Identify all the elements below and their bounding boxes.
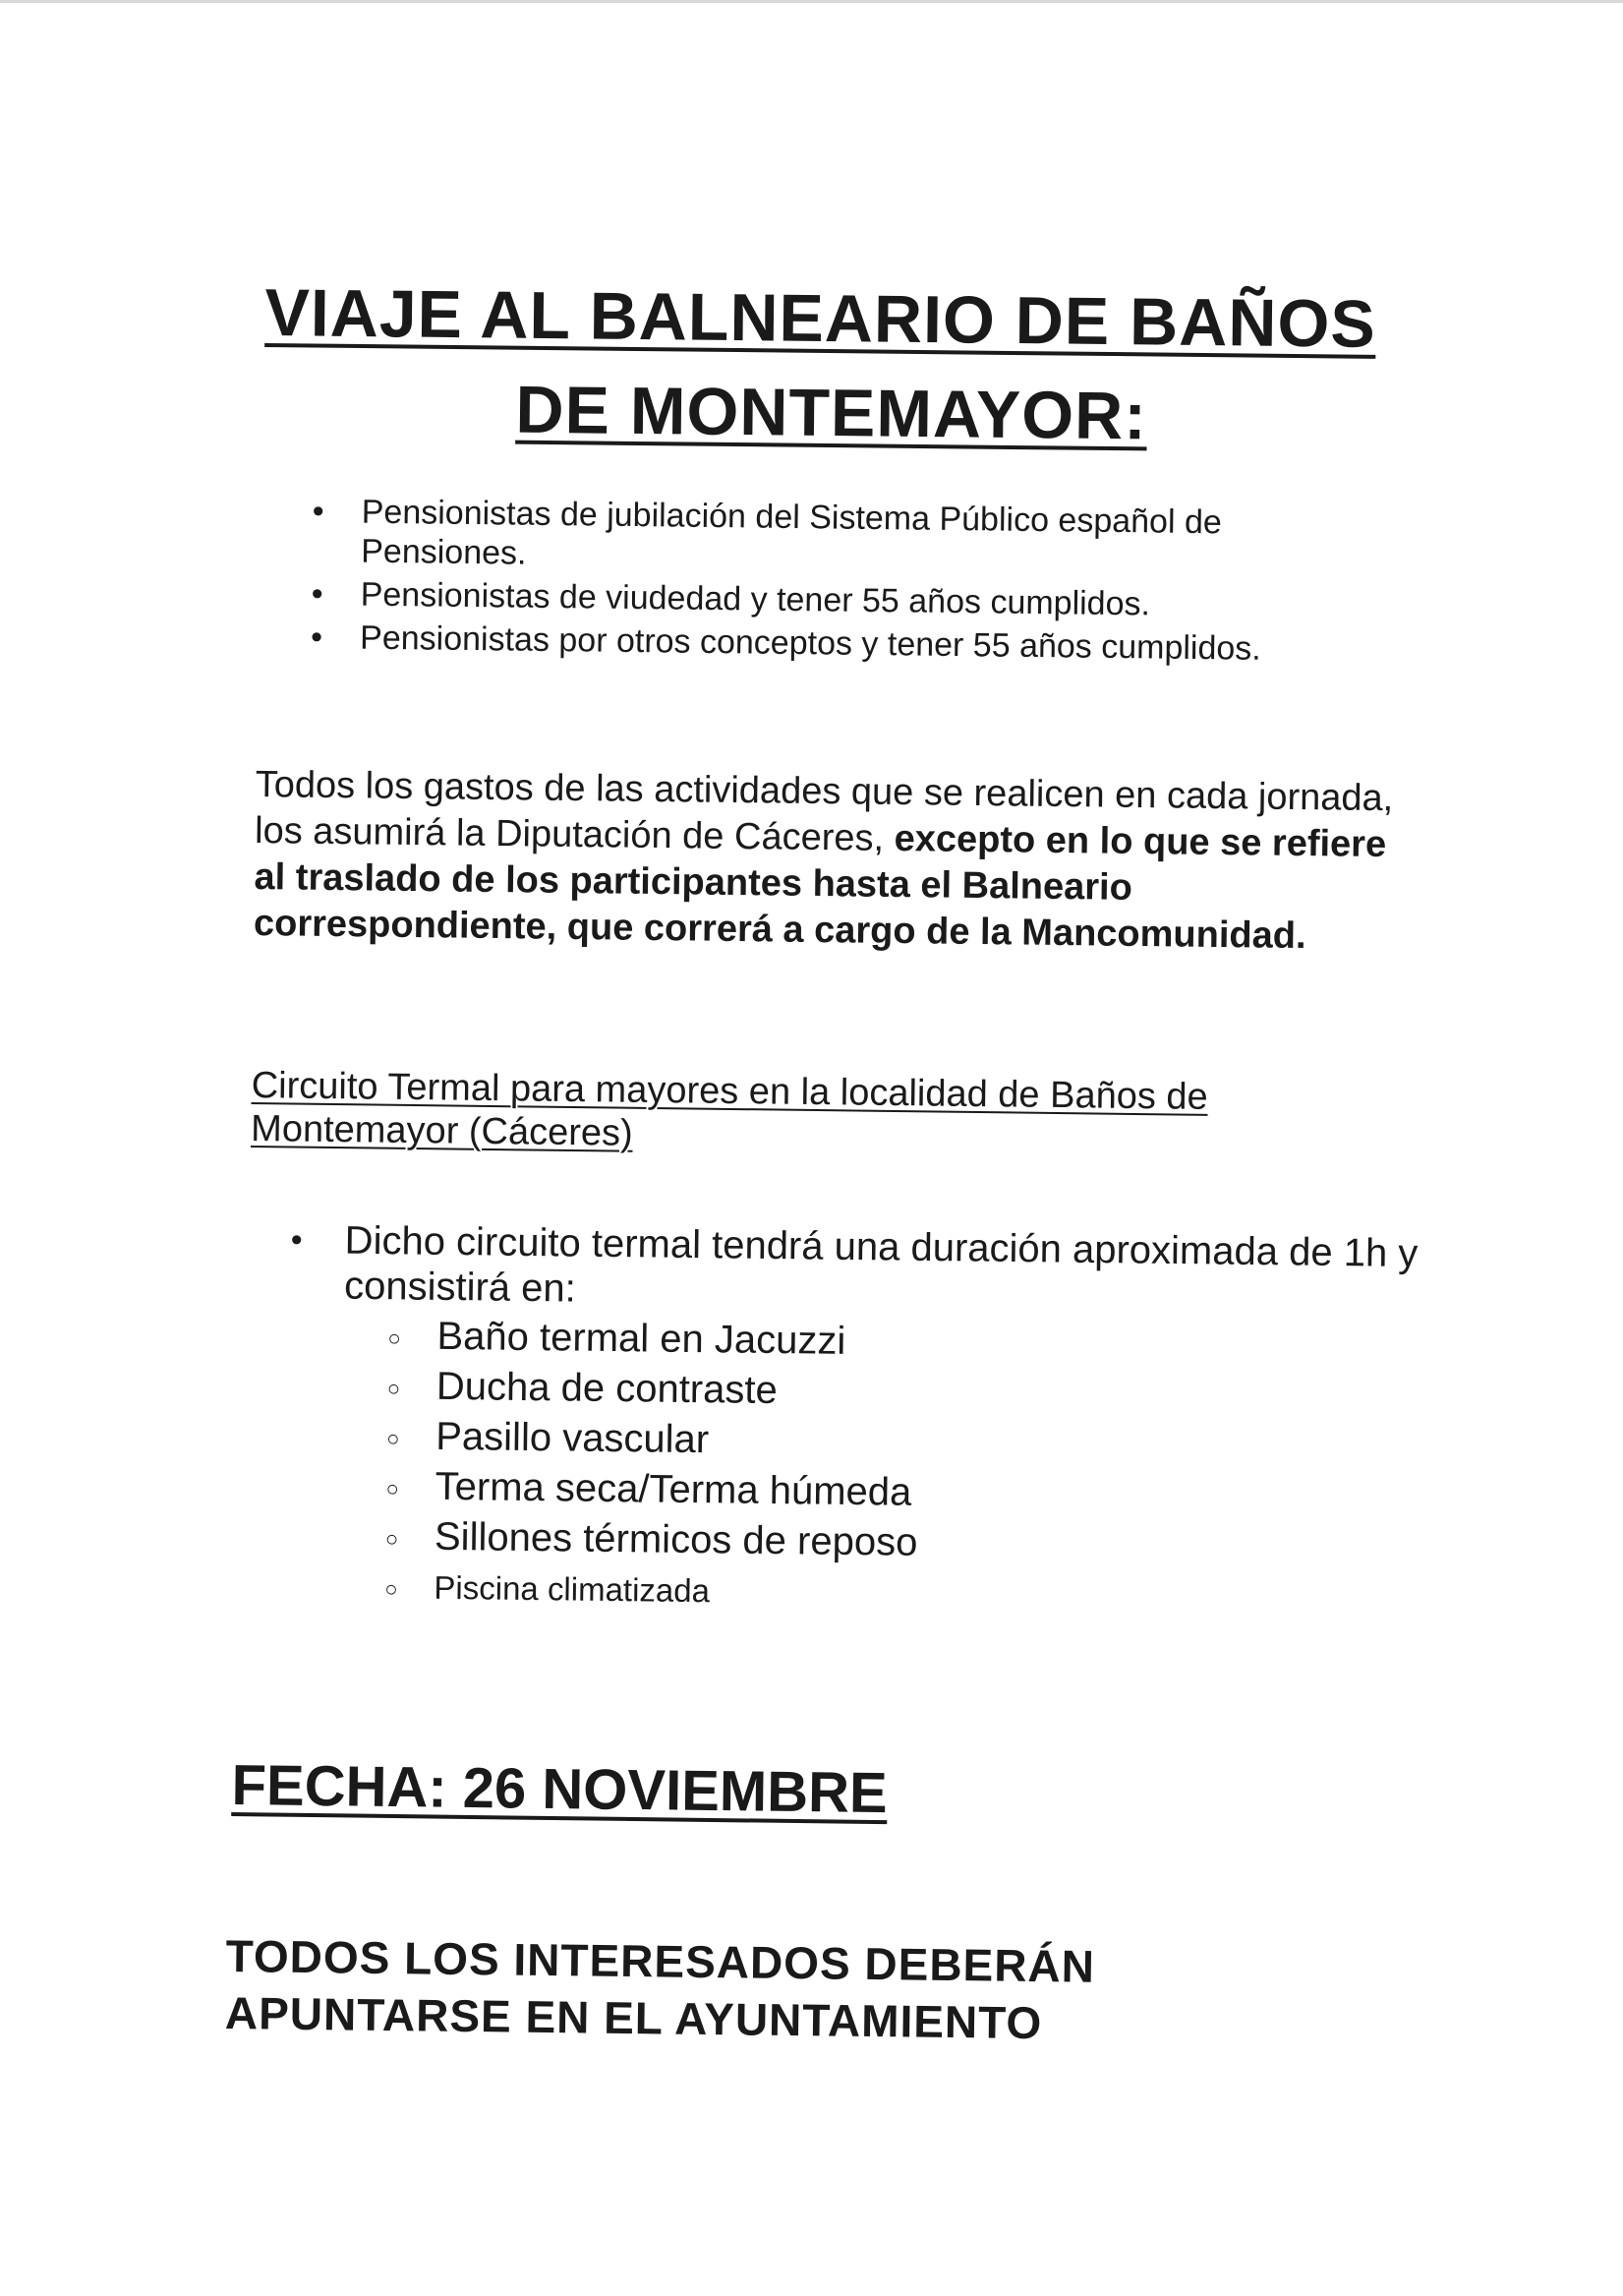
circle-bullet-icon: ○ bbox=[386, 1426, 400, 1451]
costs-paragraph bbox=[254, 762, 1416, 961]
signup-notice bbox=[225, 1927, 1096, 2052]
eligibility-list bbox=[311, 492, 1394, 674]
circuit-heading: Circuito Termal para mayores en la localidad de Baños de Montemayor (Cáceres) bbox=[250, 1064, 1208, 1154]
title-line-1: VIAJE AL BALNEARIO DE BAÑOS bbox=[264, 274, 1377, 362]
eligibility-text: Pensionistas de viudedad y tener 55 años cumplidos. bbox=[360, 575, 1151, 623]
bullet-icon: • bbox=[310, 618, 323, 657]
title-line-2: DE MONTEMAYOR: bbox=[515, 372, 1148, 454]
circuit-intro-text: Dicho circuito termal tendrá una duración aproximada de 1h y consistirá en: bbox=[343, 1218, 1419, 1311]
costs-regular-text: Todos los gastos de las actividades que se realicen en cada jornada, los asumirá la Diputación de Cáceres, bbox=[254, 763, 1394, 859]
circle-bullet-icon: ○ bbox=[386, 1376, 401, 1401]
circuit-item-text: Terma seca/Terma húmeda bbox=[435, 1464, 912, 1514]
bullet-icon: • bbox=[311, 574, 323, 614]
eligibility-text: Pensionistas por otros conceptos y tener 55 años cumplidos. bbox=[359, 618, 1261, 668]
list-item bbox=[311, 618, 1392, 670]
costs-bold-text: excepto en lo que se refiere al traslado de los participantes hasta el Balneario correspondiente, que correrá a cargo de la Mancomunidad. bbox=[253, 817, 1387, 958]
scan-edge bbox=[0, 0, 1623, 3]
circuit-item-text: Ducha de contraste bbox=[435, 1364, 779, 1413]
circuit-item-text: Sillones térmicos de reposo bbox=[434, 1514, 918, 1564]
circle-bullet-icon: ○ bbox=[384, 1576, 398, 1602]
event-date: FECHA: 26 NOVIEMBRE bbox=[231, 1752, 889, 1826]
circuit-intro bbox=[290, 1217, 1421, 1322]
bullet-icon: • bbox=[312, 492, 324, 531]
circle-bullet-icon: ○ bbox=[384, 1526, 399, 1552]
document-title bbox=[263, 265, 1445, 467]
circuit-item-text: Piscina climatizada bbox=[434, 1568, 711, 1610]
circuit-items-list bbox=[286, 1310, 1420, 1624]
circuit-item-text: Pasillo vascular bbox=[435, 1414, 710, 1462]
notice-line-2: APUNTARSE EN EL AYUNTAMIENTO bbox=[224, 1986, 1043, 2049]
eligibility-text: Pensionistas de jubilación del Sistema Público español de Pensiones. bbox=[361, 493, 1223, 572]
bullet-icon: • bbox=[290, 1220, 303, 1260]
circuit-item-text: Baño termal en Jacuzzi bbox=[436, 1314, 846, 1363]
circle-bullet-icon: ○ bbox=[387, 1325, 401, 1351]
circuit-section bbox=[286, 1217, 1421, 1624]
notice-line-1: TODOS LOS INTERESADOS DEBERÁN bbox=[225, 1929, 1096, 1992]
list-item bbox=[312, 492, 1394, 583]
circle-bullet-icon: ○ bbox=[385, 1476, 400, 1501]
